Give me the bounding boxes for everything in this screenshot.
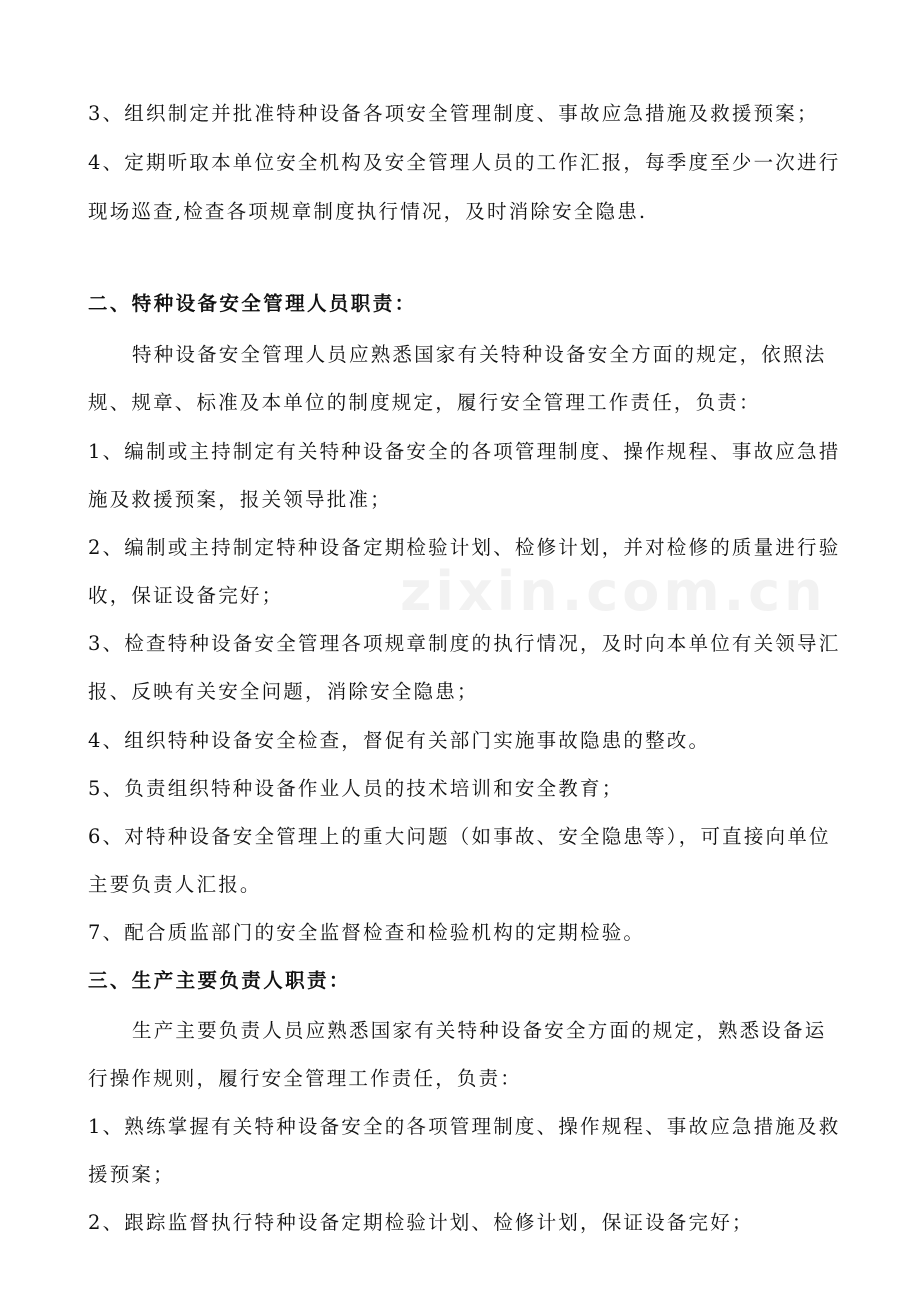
paragraph-line: 特种设备安全管理人员应熟悉国家有关特种设备安全方面的规定，依照法: [132, 343, 827, 366]
paragraph-line: 收，保证设备完好；: [88, 584, 284, 607]
paragraph-line: 7、配合质监部门的安全监督检查和检验机构的定期检验。: [88, 921, 646, 944]
paragraph-line: 报、反映有关安全问题，消除安全隐患；: [88, 680, 479, 703]
section-heading: 二、特种设备安全管理人员职责：: [88, 292, 417, 315]
paragraph-line: 4、组织特种设备安全检查，督促有关部门实施事故隐患的整改。: [88, 729, 711, 752]
paragraph-line: 生产主要负责人员应熟悉国家有关特种设备安全方面的规定，熟悉设备运: [132, 1019, 827, 1042]
watermark: zixin.com.cn: [400, 560, 827, 623]
paragraph-line: 5、负责组织特种设备作业人员的技术培训和安全教育；: [88, 777, 624, 800]
paragraph-line: 3、组织制定并批准特种设备各项安全管理制度、事故应急措施及救援预案；: [88, 102, 819, 125]
paragraph-line: 行操作规则，履行安全管理工作责任，负责：: [88, 1067, 523, 1090]
paragraph-line: 主要负责人汇报。: [88, 873, 262, 896]
paragraph-line: 2、编制或主持制定特种设备定期检验计划、检修计划，并对检修的质量进行验: [88, 536, 841, 559]
paragraph-line: 3、检查特种设备安全管理各项规章制度的执行情况，及时向本单位有关领导汇: [88, 632, 841, 655]
section-heading: 三、生产主要负责人职责：: [88, 969, 351, 992]
paragraph-line: 1、熟练掌握有关特种设备安全的各项管理制度、操作规程、事故应急措施及救: [88, 1115, 841, 1138]
paragraph-line: 规、规章、标准及本单位的制度规定，履行安全管理工作责任，负责：: [88, 391, 761, 414]
paragraph-line: 1、编制或主持制定有关特种设备安全的各项管理制度、操作规程、事故应急措: [88, 440, 841, 463]
paragraph-line: 现场巡查,检查各项规章制度执行情况，及时消除安全隐患.: [88, 200, 648, 223]
paragraph-line: 援预案；: [88, 1163, 175, 1186]
paragraph-line: 6、对特种设备安全管理上的重大问题（如事故、安全隐患等），可直接向单位: [88, 825, 831, 848]
paragraph-line: 施及救援预案，报关领导批准；: [88, 488, 392, 511]
paragraph-line: 2、跟踪监督执行特种设备定期检验计划、检修计划，保证设备完好；: [88, 1211, 754, 1234]
paragraph-line: 4、定期听取本单位安全机构及安全管理人员的工作汇报，每季度至少一次进行: [88, 151, 841, 174]
